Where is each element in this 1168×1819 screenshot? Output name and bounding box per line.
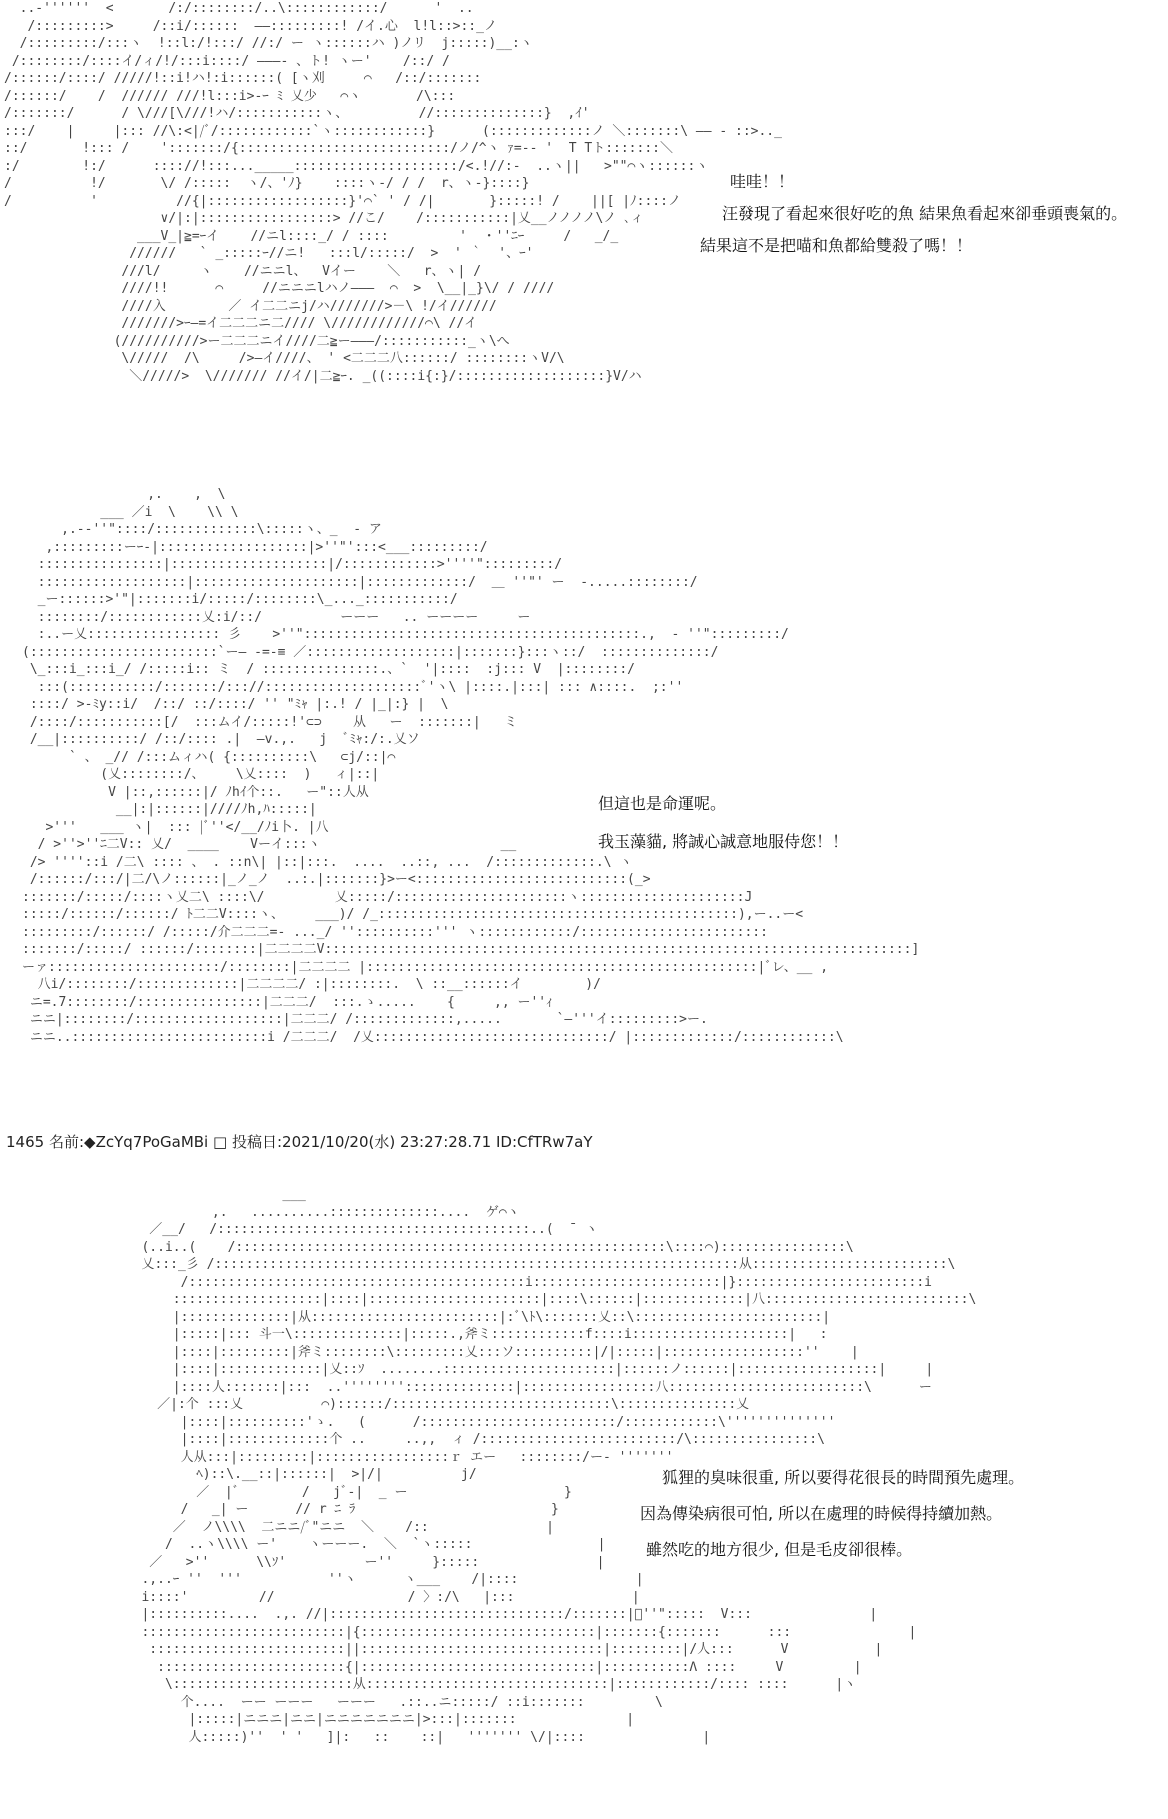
dialog-line: 狐狸的臭味很重, 所以要得花很長的時間預先處理。 bbox=[662, 1468, 1025, 1487]
dialog-block-2 bbox=[598, 794, 848, 852]
dialog-line: 我玉藻貓, 將誠心誠意地服侍您！！ bbox=[598, 832, 849, 851]
dialog-block-1 bbox=[700, 172, 1127, 256]
post-id[interactable]: ID:CfTRw7aY bbox=[495, 1133, 593, 1151]
post-trip: ◆ZcYq7PoGaMBi bbox=[84, 1133, 209, 1151]
dialog-block-3 bbox=[640, 1468, 1024, 1560]
dialog-line: 雖然吃的地方很少, 但是毛皮卻很棒。 bbox=[646, 1540, 913, 1559]
dialog-line: 因為傳染病很可怕, 所以在處理的時候得持續加熱。 bbox=[640, 1504, 1003, 1523]
post-datetime: 2021/10/20(水) 23:27:28.71 bbox=[282, 1133, 492, 1151]
dialog-line: 但這也是命運呢。 bbox=[598, 794, 727, 813]
ascii-art-panel-tamamo-cat: ,. , \ ___ ／i \ \\ \ ,.-‐''"::::/:::::::::::::\:::::ヽ、_ - ア ,:::::::::ーｰ-|:::::::::::::::::::|>''"':::<___:::::::::/ ::::::::::::::::|::::::::::::::::::::|/::::::::::::>''''":::::::::/ :::::::::::::::::::|:::::::::::::::::::::|:::::::::::::/ ＿ ''"' ー -.....::::::::/ _ー::::::>'"|:::::::i/:::::/::::::::\_..._:::::::::::/ ::::::::/::::::::::::乂:i/::/ ーーー .. ーーーー ー :..ー乂::::::::::::::::: 彡 >''":::::::::::::::::::::::::::::::::::::::::::., - ''":::::::::/ (::::::::::::::::::::::::`ー― -=‐≡ ／:::::::::::::::::::|:::::::}:::ヽ::/ ::::::::::::::/ \_:::i_:::i_/ /:::::i:: ミ / :::::::::::::::.、` '|:::: :j::: V |::::::::/ :::(:::::::::::/:::::::/::://::::::::::::::::::::ﾞ'ヽ\ |::::.|:::| ::: ∧::::. ;:'' ::::/ >-ﾐy::i/ /::/ ::/::::/ '' "ﾐｬ |:.! / |_|:} | \ /::::/:::::::::::[/ :::ムイ/:::::!'⊂⊃ 从 ー :::::::| ミ /__|::::::::::/ /::/:::: .| ―v.,. j ﾞﾐｬ:/:.乂ソ ` 、 _// /:::ムィハ( {::::::::::\ ⊂j/::|⌒ (乂::::::::/、 \乂:::: ) ィ|::| V |::,::::::|/ ﾉhｲ个::. ー"::人从 __|:|::::::|////ﾉh,ﾊ:::::| >''' ___ ヽ| ::: |ﾞ''</__/ﾉi卜. |八 / >''>''ﾆ二V:: 乂/ ____ Vーイ:::ヽ __ /> ''''::i /二\ :::: 、 . ::n\| |::|:::. .... ..::, ... /:::::::::::::.\ ヽ /::::::/:::/|二/\ノ::::::|_ノ_ノ ..:.|:::::::}>ー<:::::::::::::::::::::::::::(_> :::::::/:::::/::::ヽ乂二\ ::::\/ 乂:::::/::::::::::::::::::::::ヽ:::::::::::::::::::::J :::::/::::::/::::::/ ﾄ二二V::::ヽ、 ___)/ /_::::::::::::::::::::::::::::::::::::::::::::::),ー..ー< :::::::::/::::::/ /:::::/介二二二=- ..._/ ''::::::::::''' ヽ::::::::::::/:::::::::::::::::::::::: :::::::/:::::/ ::::::/::::::::|二二二二V:::::::::::::::::::::::::::::::::::::::::::::::::::::::::::::::::::::::::::] ーァ::::::::::::::::::::::/::::::::|二二二二 |::::::::::::::::::::::::::::::::::::::::::::::::::|ﾞレ、__ , 八i/::::::::/:::::::::::::|二二二二/ :|::::::::. \ ::__::::::イ )/ ニ=.7::::::::/::::::::::::::::|二二二/ :::.ゝ..... { ,, ー''ｨ ニニ|::::::::/:::::::::::::::::::|二二二/ /:::::::::::::,..... `―'''イ:::::::::>ー. ニニ..:::::::::::::::::::::::::i /二二二/ /乂::::::::::::::::::::::::::::::/ |:::::::::::::/::::::::::::\ bbox=[22, 487, 920, 1045]
dialog-line: 哇哇！！ bbox=[730, 172, 795, 191]
dialog-line: 汪發現了看起來很好吃的魚 結果魚看起來卻垂頭喪氣的。 bbox=[722, 204, 1128, 223]
post-name-label: 名前: bbox=[48, 1133, 85, 1151]
ascii-art-panel-fox-cooking: ___ ,. ..........::::::::::::::.... ゲ⌒ヽ ／__/ /::::::::::::::::::::::::::::::::::::::::..( ̄ ヽ (..i..( /:::::::::::::::::::::::::::::::::::::::::::::::::::::::\::::⌒)::::::::::::::::\ 乂:::_彡 /:::::::::::::::::::::::::::::::::::::::::::::::::::::::::::::::::::从:::::::::::::::::::::::::\ /:::::::::::::::::::::::::::::::::::::::::::i::::::::::::::::::::::::|}::::::::::::::::::::::::i :::::::::::::::::::|::::|::::::::::::::::::::::|::::\::::::|:::::::::::::|八::::::::::::::::::::::::::\ |::::::::::::::|从::::::::::::::::::::::::|:ﾞ\ﾄ\:::::::乂::\::::::::::::::::::::::::| |:::::|::: 斗一\::::::::::::::|:::::.,斧ミ::::::::::::f::::i::::::::::::::::::::| : |::::|:::::::::|斧ミ::::::::\:::::::::乂:::ソ::::::::::|/|:::::|::::::::::::::::::'' | |::::|:::::::::::::|乂::ｿ ........::::::::::::::::::::::|::::::ノ::::::|::::::::::::::::::| | |::::人:::::::|::: ..''''''''::::::::::::::|:::::::::::::::::八:::::::::::::::::::::::::\ ー ／|:个 :::乂 ⌒)::::::/::::::::::::::::::::::::::::\:::::::::::::::乂 |::::|::::::::::'ゝ. ( /:::::::::::::::::::::::::/::::::::::::\'''''''''''''' |::::|:::::::::::::个 .. ..,, ィ /:::::::::::::::::::::::::/\::::::::::::::::\ 人从:::|:::::::::|:::::::::::::::::ｒ エー ::::::::/ー‐ ''''''' ﾍ)::\.__::|::::::| >|/| j/ ／ |ﾞ / jﾞ-| _ ー } / _| ー // r ﾆ ﾗ } ／ ノ\\\\ 二ニニ/ﾞ"ニニ ＼ /:: | / ..ヽ\\\\ ー' ヽーーー. ＼ `ヽ::::: | ／ >'' \\ｿ' ー'' }::::: | .,..ｰ '' ''' ''ヽ ヽ___ /|:::: | i::::' // / 〉:/\ |::: | |::::::::::.... .,. //|::::::::::::::::::::::::::::::/:::::::|ﾞ''"::::: V::: | ::::::::::::::::::::::::::|{::::::::::::::::::::::::::::::|:::::::{::::::: ::: | :::::::::::::::::::::::::||:::::::::::::::::::::::::::::::|:::::::::|/人::: V | ::::::::::::::::::::::::{|::::::::::::::::::::::::::::::|:::::::::::Λ :::: V | \:::::::::::::::::::::::从:::::::::::::::::::::::::::::::|::::::::::::/:::: :::: |ヽ 个.... ーー ーーー ーーー .::..ニ:::::/ ::i::::::: \ |:::::|ニニニ|ニニ|ニニニニニニニ|>:::|::::::: | 人:::::)'' ' ' ]|: :: ::| ''''''' \/|:::: | bbox=[141, 1187, 977, 1745]
post-header bbox=[6, 1131, 593, 1152]
dialog-line: 結果這不是把喵和魚都給雙殺了嗎！！ bbox=[700, 236, 973, 255]
post-date-label: 投稿日: bbox=[231, 1133, 283, 1151]
post-number[interactable]: 1465 bbox=[6, 1133, 45, 1151]
post-box-glyph: □ bbox=[213, 1133, 228, 1151]
ascii-art-panel-dog-fish: ..-'''''' < /:/::::::::/..\::::::::::::/ ' .. /:::::::::> /::i/:::::: ――:::::::::! /イ.心 l!l::>::_ノ /:::::::::/:::ヽ !::l:/!:::/ //:/ ー ヽ::::::ハ )ノリ j:::::)__:ヽ /::::::::/::::イ/ィ/!/:::i::::/ ―――‐ 、ト! ヽー' /::/ / /::::::/::::/ /////!::i!ハ!:i::::::( [ヽ刈 ⌒ /::/::::::: /::::::/ / ////// ///!l:::i>‐ｰ ﾐ 乂少 ⌒ヽ /\::: /:::::::/ / \///[\///!ハ/:::::::::::ヽ、 //::::::::::::::} ,ｲ' :::/ | |::: //\:<|/ﾞ/::::::::::::`ヽ::::::::::::} (:::::::::::::ノ ＼:::::::\ ―― - ::>.._ ::/ !::: / ':::::::/{:::::::::::::::::::::::::::/ノ/^ヽ ｧ=-‐ ' T Tト:::::::＼ :/ !:/ :::://!:::..._____:::::::::::::::::::::/<.!//:- ..ヽ|| >""⌒ヽ::::::ヽ / !/ \/ /::::: ヽ/、'ﾉ} ::::ヽ-/ / / r、ヽ-}::::} / ' //{|::::::::::::::::::}'⌒` ' / /| }:::::! / ||[ |ﾉ::::ノ ∨/|:|:::::::::::::::::> //こ/ /:::::::::::|乂__ノノノノ\ノ ､ィ ___V_|≧=ｰイ //ニl::::_/ / :::: ' ・''ﾆｰ / _/_ ////// ` _:::::ｰ//ニ! :::l/:::::/ > ' ｀ '、ｰ' ///l/ ヽ //ニニl、 Vイー ＼ r、ヽ| / ////!! ⌒ //ニニニlハノ――― ⌒ > \__|_}\/ / //// ////入 ／ イ二二ニj/ハ///////>－\ !/イ////// ///////>ｰ―=イ二二二ニ二//// \////////////⌒\ //イ (//////////>ー二二二ニイ////二≧ー―――/:::::::::::_ヽ\へ \///// /\ />―イ////、 ' <二二二八::::::/ ::::::::ヽV/\ ＼/////> \/////// //イ/|二≧ｰ. _((::::i{:}/:::::::::::::::::::}V/ハ bbox=[4, 1, 782, 384]
